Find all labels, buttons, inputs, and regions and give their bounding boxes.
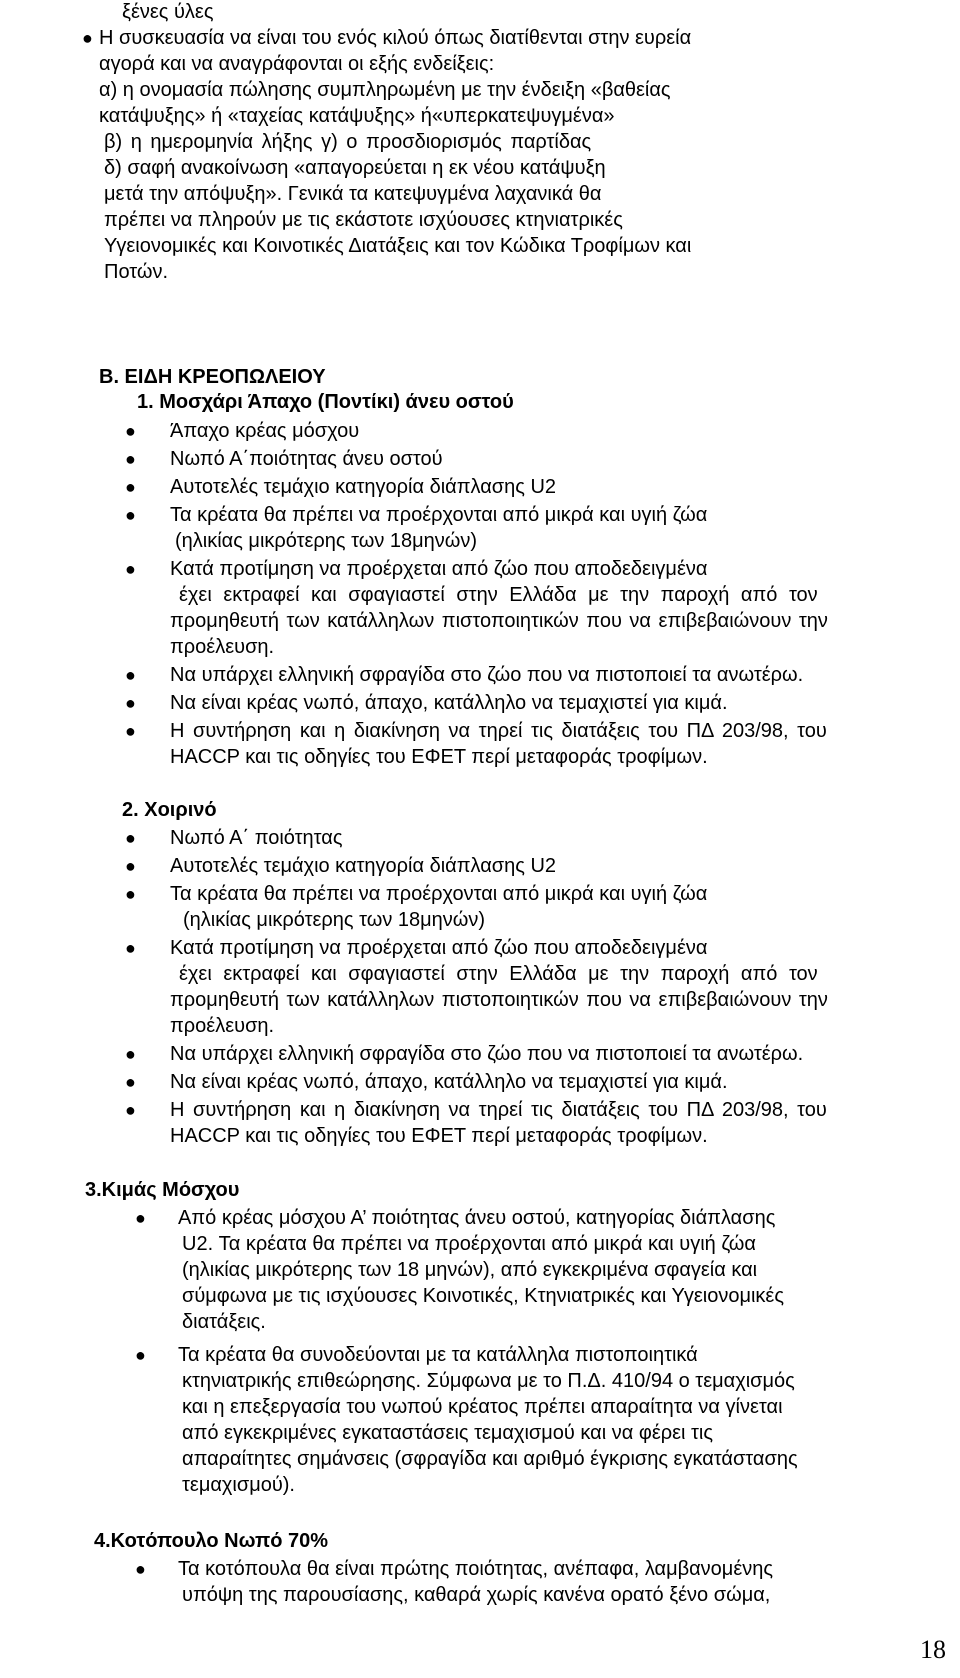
list-item-cont: προμηθευτή των κατάλληλων πιστοποιητικών που να επιβεβαιώνουν την bbox=[170, 989, 828, 1011]
intro-line: Ποτών. bbox=[104, 261, 169, 283]
list-item: Τα κρέατα θα συνοδεύονται με τα κατάλληλα πιστοποιητικά bbox=[178, 1344, 698, 1366]
list-item-cont: απαραίτητες σημάνσεις (σφραγίδα και αριθμό έγκρισης εγκατάστασης bbox=[182, 1448, 798, 1470]
list-item: Από κρέας μόσχου Α’ ποιότητας άνευ οστού, κατηγορίας διάπλασης bbox=[178, 1207, 776, 1229]
list-item-cont: σύμφωνα με τις ισχύουσες Κοινοτικές, Κτηνιατρικές και Υγειονομικές bbox=[182, 1285, 784, 1307]
list-item-cont: διατάξεις. bbox=[182, 1311, 266, 1333]
list-item-cont: έχει εκτραφεί και σφαγιαστεί στην Ελλάδα με την παροχή από τον bbox=[179, 584, 818, 606]
list-item: Η συντήρηση και η διακίνηση να τηρεί τις διατάξεις του ΠΔ 203/98, του bbox=[170, 720, 827, 742]
list-item-cont: HACCP και τις οδηγίες του ΕΦΕΤ περί μεταφοράς τροφίμων. bbox=[170, 1125, 708, 1147]
page-number: 18 bbox=[920, 1635, 946, 1664]
list-item-cont: HACCP και τις οδηγίες του ΕΦΕΤ περί μεταφοράς τροφίμων. bbox=[170, 746, 708, 768]
intro-line: β) η ημερομηνία λήξης γ) ο προσδιορισμός παρτίδας bbox=[104, 131, 592, 153]
list-item: Να είναι κρέας νωπό, άπαχο, κατάλληλο να τεμαχιστεί για κιμά. bbox=[170, 1071, 728, 1093]
bullet-icon: ● bbox=[125, 828, 136, 848]
list-item-cont: τεμαχισμού). bbox=[182, 1474, 295, 1496]
intro-line: μετά την απόψυξη». Γενικά τα κατεψυγμένα λαχανικά θα bbox=[104, 183, 602, 205]
list-item: Να υπάρχει ελληνική σφραγίδα στο ζώο που να πιστοποιεί τα ανωτέρω. bbox=[170, 1043, 804, 1065]
bullet-icon: ● bbox=[125, 559, 136, 579]
bullet-icon: ● bbox=[125, 1044, 136, 1064]
intro-line: πρέπει να πληρούν με τις εκάστοτε ισχύουσες κτηνιατρικές bbox=[104, 209, 623, 231]
bullet-icon: ● bbox=[135, 1208, 146, 1228]
bullet-icon: ● bbox=[125, 884, 136, 904]
intro-line: Η συσκευασία να είναι του ενός κιλού όπως διατίθενται στην ευρεία bbox=[99, 27, 692, 49]
list-item-cont: (ηλικίας μικρότερης των 18μηνών) bbox=[175, 530, 478, 552]
list-item: Τα κοτόπουλα θα είναι πρώτης ποιότητας, ανέπαφα, λαμβανομένης bbox=[178, 1558, 774, 1580]
list-item: Αυτοτελές τεμάχιο κατηγορία διάπλασης U2 bbox=[170, 476, 557, 498]
list-item-cont: κτηνιατρικής επιθεώρησης. Σύμφωνα με το Π.Δ. 410/94 ο τεμαχισμός bbox=[182, 1370, 795, 1392]
bullet-icon: ● bbox=[125, 449, 136, 469]
item-title: 3.Κιμάς Μόσχου bbox=[85, 1179, 240, 1201]
intro-line: δ) σαφή ανακοίνωση «απαγορεύεται η εκ νέου κατάψυξη bbox=[104, 157, 606, 179]
list-item: Τα κρέατα θα πρέπει να προέρχονται από μικρά και υγιή ζώα bbox=[170, 883, 708, 905]
list-item-cont: προμηθευτή των κατάλληλων πιστοποιητικών που να επιβεβαιώνουν την bbox=[170, 610, 828, 632]
bullet-icon: ● bbox=[125, 721, 136, 741]
intro-line: ξένες ύλες bbox=[122, 1, 214, 23]
list-item-cont: προέλευση. bbox=[170, 1015, 275, 1037]
list-item: Αυτοτελές τεμάχιο κατηγορία διάπλασης U2 bbox=[170, 855, 557, 877]
list-item-cont: (ηλικίας μικρότερης των 18 μηνών), από εγκεκριμένα σφαγεία και bbox=[182, 1259, 758, 1281]
bullet-icon: ● bbox=[125, 938, 136, 958]
list-item: Η συντήρηση και η διακίνηση να τηρεί τις διατάξεις του ΠΔ 203/98, του bbox=[170, 1099, 827, 1121]
bullet-icon: ● bbox=[82, 28, 93, 48]
intro-line: κατάψυξης» ή «ταχείας κατάψυξης» ή«υπερκατεψυγμένα» bbox=[99, 105, 615, 127]
list-item: Τα κρέατα θα πρέπει να προέρχονται από μικρά και υγιή ζώα bbox=[170, 504, 708, 526]
bullet-icon: ● bbox=[125, 421, 136, 441]
bullet-icon: ● bbox=[125, 665, 136, 685]
item-title: 1. Μοσχάρι Άπαχο (Ποντίκι) άνευ οστού bbox=[137, 391, 514, 413]
list-item-cont: και η επεξεργασία του νωπού κρέατος πρέπει απαραίτητα να γίνεται bbox=[182, 1396, 783, 1418]
bullet-icon: ● bbox=[135, 1559, 146, 1579]
intro-line: Υγειονομικές και Κοινοτικές Διατάξεις και τον Κώδικα Τροφίμων και bbox=[104, 235, 692, 257]
section-heading: Β. ΕΙΔΗ ΚΡΕΟΠΩΛΕΙΟΥ bbox=[99, 366, 326, 388]
bullet-icon: ● bbox=[135, 1345, 146, 1365]
intro-line: αγορά και να αναγράφονται οι εξής ενδείξεις: bbox=[99, 53, 495, 75]
list-item: Νωπό Α΄ ποιότητας bbox=[170, 827, 343, 849]
list-item-cont: U2. Τα κρέατα θα πρέπει να προέρχονται από μικρά και υγιή ζώα bbox=[182, 1233, 756, 1255]
bullet-icon: ● bbox=[125, 693, 136, 713]
bullet-icon: ● bbox=[125, 505, 136, 525]
bullet-icon: ● bbox=[125, 1100, 136, 1120]
list-item-cont: υπόψη της παρουσίασης, καθαρά χωρίς κανένα ορατό ξένο σώμα, bbox=[182, 1584, 771, 1606]
list-item-cont: από εγκεκριμένες εγκαταστάσεις τεμαχισμού και να φέρει τις bbox=[182, 1422, 714, 1444]
list-item-cont: (ηλικίας μικρότερης των 18μηνών) bbox=[183, 909, 486, 931]
list-item: Να υπάρχει ελληνική σφραγίδα στο ζώο που να πιστοποιεί τα ανωτέρω. bbox=[170, 664, 804, 686]
list-item: Κατά προτίμηση να προέρχεται από ζώο που αποδεδειγμένα bbox=[170, 558, 708, 580]
list-item: Νωπό Α΄ποιότητας άνευ οστού bbox=[170, 448, 443, 470]
bullet-icon: ● bbox=[125, 856, 136, 876]
list-item: Να είναι κρέας νωπό, άπαχο, κατάλληλο να τεμαχιστεί για κιμά. bbox=[170, 692, 728, 714]
list-item-cont: προέλευση. bbox=[170, 636, 275, 658]
list-item: Άπαχο κρέας μόσχου bbox=[170, 420, 360, 442]
bullet-icon: ● bbox=[125, 477, 136, 497]
bullet-icon: ● bbox=[125, 1072, 136, 1092]
item-title: 4.Κοτόπουλο Νωπό 70% bbox=[94, 1530, 329, 1552]
item-title: 2. Χοιρινό bbox=[122, 799, 217, 821]
list-item: Κατά προτίμηση να προέρχεται από ζώο που αποδεδειγμένα bbox=[170, 937, 708, 959]
intro-line: α) η ονομασία πώλησης συμπληρωμένη με την ένδειξη «βαθείας bbox=[99, 79, 671, 101]
list-item-cont: έχει εκτραφεί και σφαγιαστεί στην Ελλάδα με την παροχή από τον bbox=[179, 963, 818, 985]
